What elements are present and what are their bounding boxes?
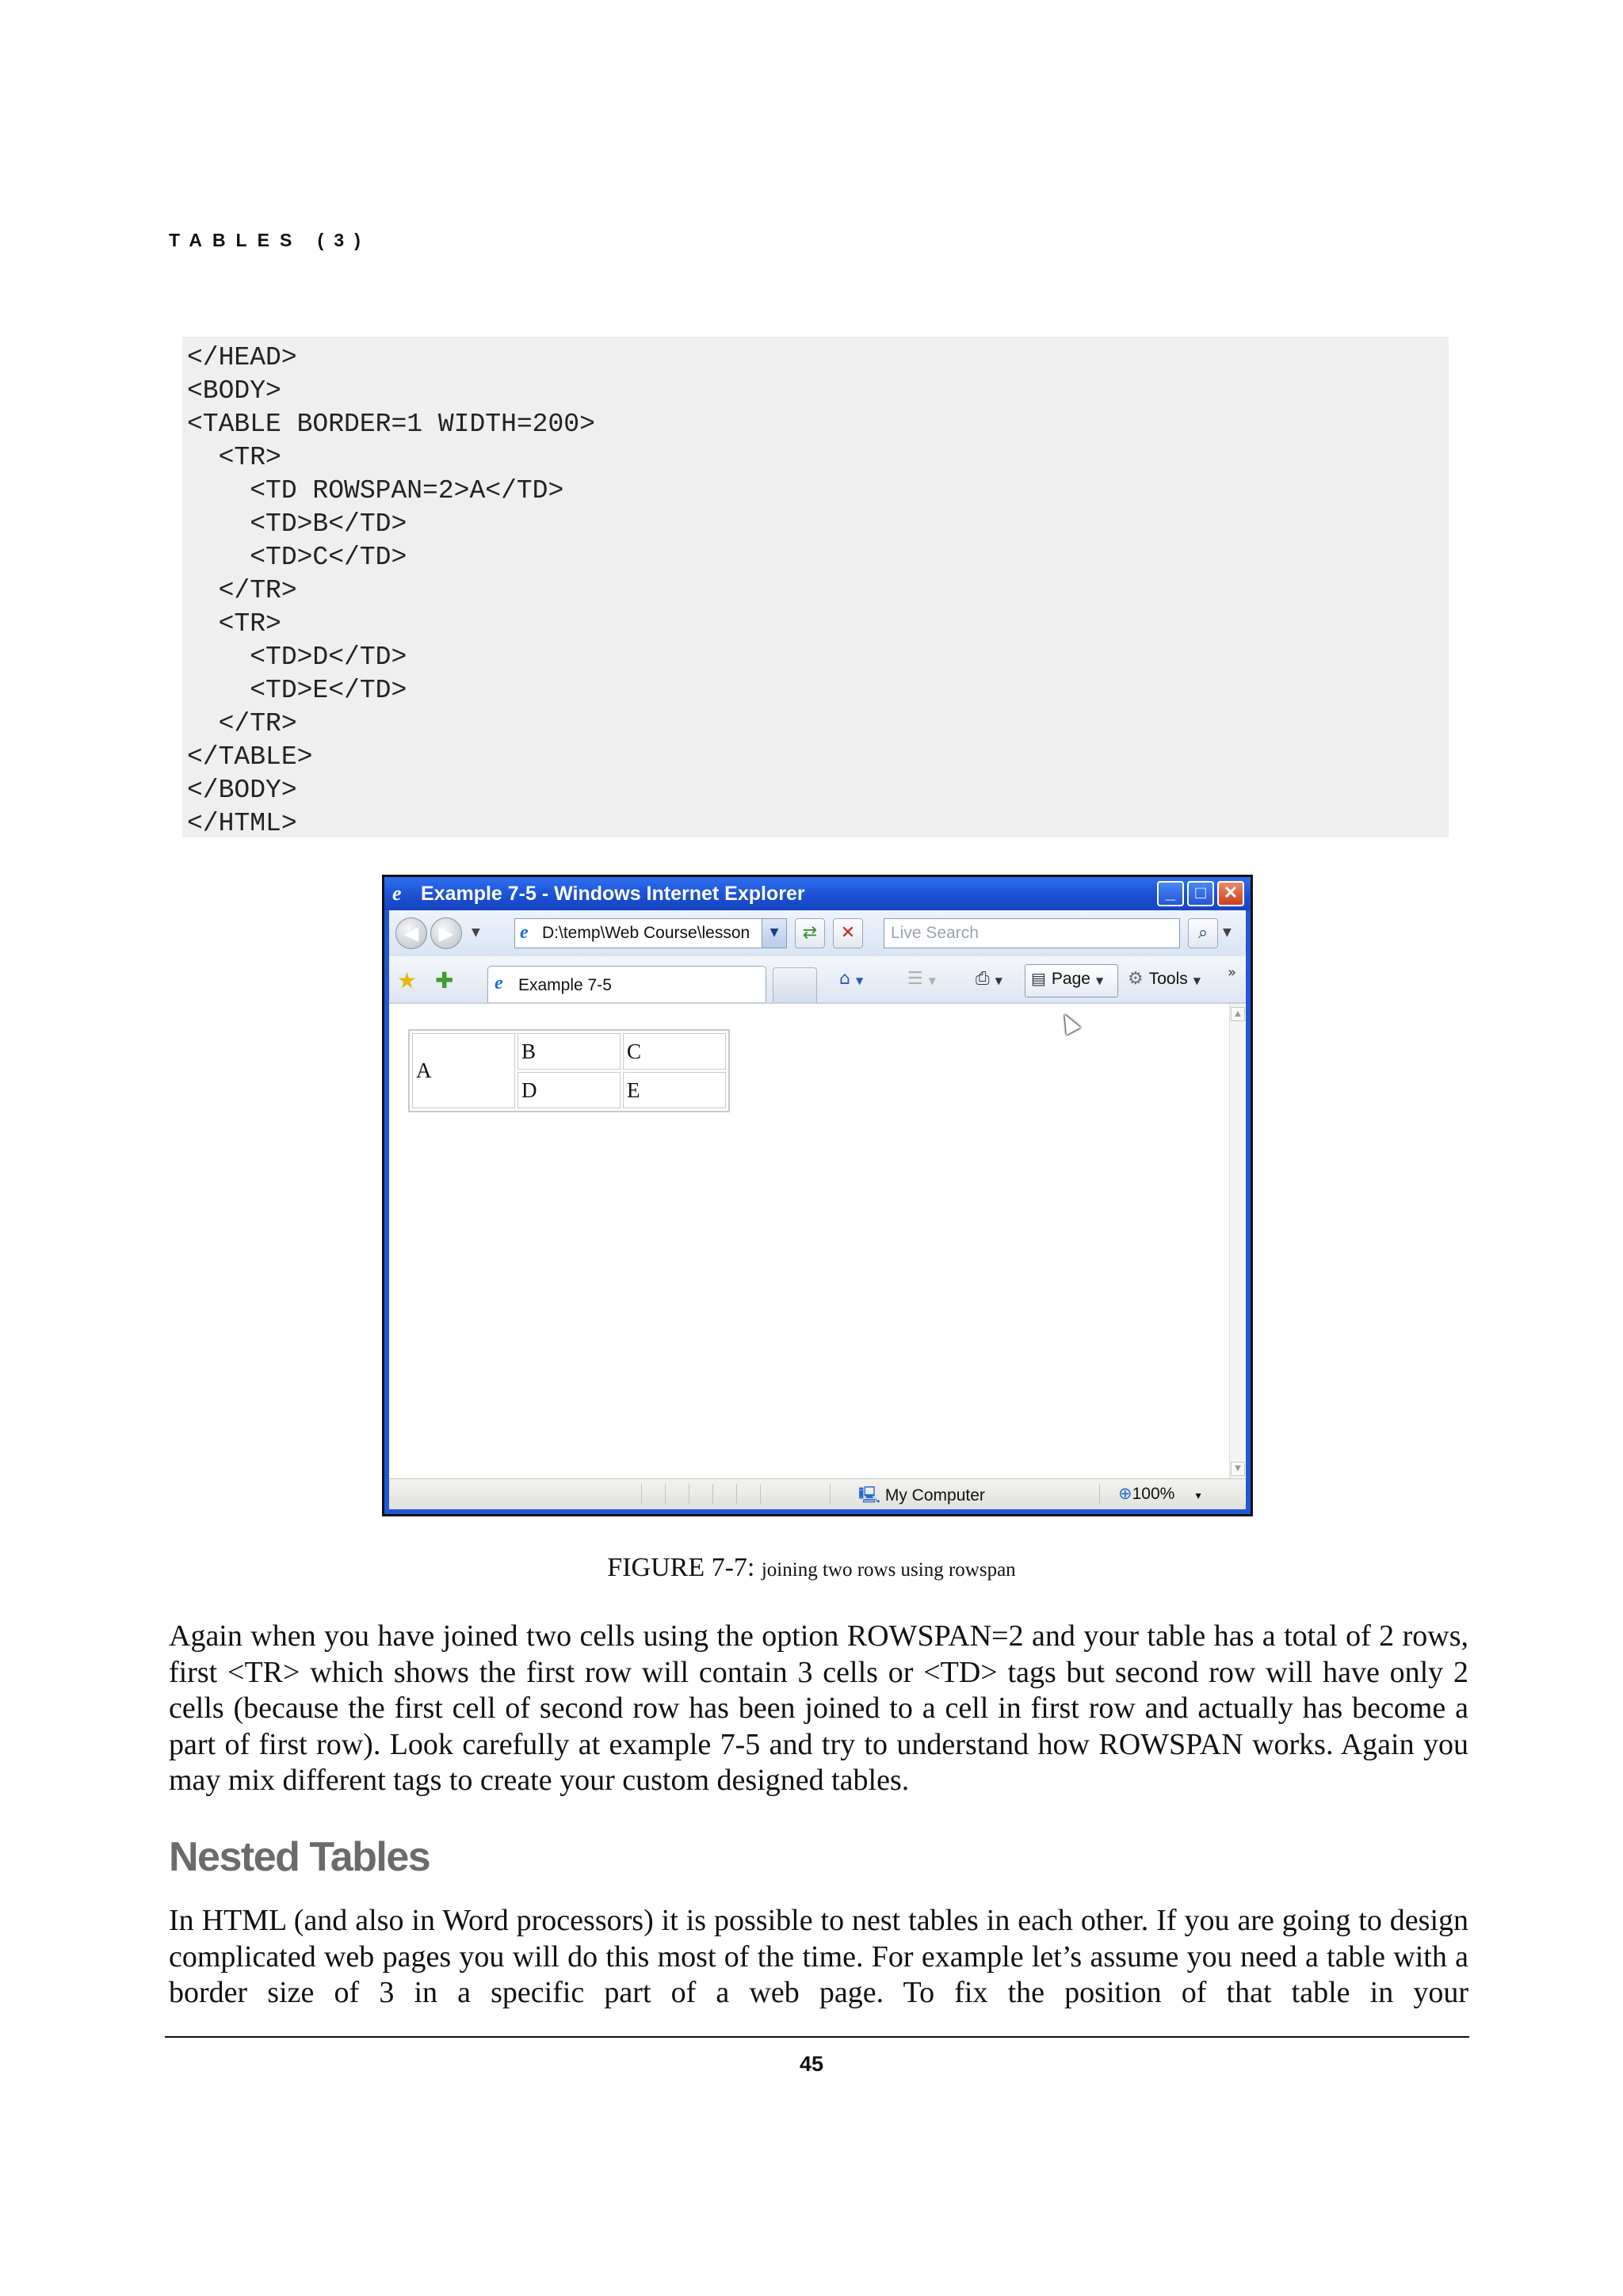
status-divider [1099, 1484, 1100, 1505]
tab-example-7-5[interactable] [487, 966, 766, 1002]
code-line: </TR> [187, 709, 297, 738]
browser-chrome [389, 910, 1246, 1509]
feeds-icon[interactable]: ☰ ▼ [907, 969, 936, 989]
page-menu-label: Page [1051, 970, 1090, 988]
page-content [389, 1004, 1230, 1479]
figure-caption [0, 1553, 1623, 1583]
browser-screenshot [382, 875, 1253, 1516]
status-divider [641, 1484, 642, 1505]
scroll-down-icon[interactable]: ▼ [1231, 1462, 1245, 1476]
search-placeholder: Live Search [891, 924, 979, 942]
search-input[interactable] [884, 918, 1180, 948]
forward-icon[interactable]: ▶ [430, 917, 462, 949]
scroll-up-icon[interactable]: ▲ [1231, 1007, 1245, 1021]
rowspan-demo-table [408, 1029, 730, 1112]
cell-e: E [623, 1072, 726, 1108]
search-icon[interactable]: ⌕ [1188, 918, 1218, 948]
code-line: <BODY> [187, 376, 281, 406]
home-icon[interactable]: ⌂ ▼ [839, 969, 864, 989]
add-favorites-icon[interactable]: ✚ [435, 967, 454, 994]
search-options-icon[interactable]: ▼ [1223, 926, 1232, 939]
code-line: <TR> [187, 609, 281, 639]
address-bar[interactable] [514, 918, 787, 948]
code-line: </BODY> [187, 776, 297, 805]
page-menu[interactable]: ▤ Page ▼ [1031, 969, 1104, 988]
running-head: TABLES (3) [169, 230, 371, 250]
body-paragraph: In HTML (and also in Word processors) it is possible to nest tables in each other. If you are going to design complicated web pages you will do this most of the time. For example let’s assume you need a table with a border size of 3 in a specific part of a web page. To fix the position of that table in your [169, 1904, 1468, 2009]
new-tab-button[interactable] [773, 967, 817, 1002]
status-bar [389, 1478, 1246, 1509]
status-divider [665, 1484, 666, 1505]
code-line: <TD>D</TD> [187, 643, 407, 672]
code-block [182, 337, 1449, 837]
code-line: </HTML> [187, 809, 297, 838]
zoom-icon: ⊕ [1118, 1485, 1132, 1503]
tools-menu-label: Tools [1148, 970, 1188, 988]
code-line: </TR> [187, 576, 297, 605]
computer-icon: 🖳 [858, 1486, 881, 1505]
zoom-level: 100% [1132, 1485, 1175, 1503]
page-icon: e [520, 922, 529, 943]
ie-logo-icon: e [392, 882, 402, 905]
zoom-control[interactable]: ⊕100% ▼ [1118, 1485, 1204, 1503]
code-line: <TR> [187, 443, 281, 472]
address-text: D:\temp\Web Course\lesson [542, 924, 750, 942]
tab-label: Example 7-5 [518, 976, 612, 994]
zone-label: My Computer [884, 1486, 985, 1505]
code-line: <TD>C</TD> [187, 543, 407, 572]
title-bar [384, 877, 1251, 910]
code-line: <TABLE BORDER=1 WIDTH=200> [187, 410, 595, 439]
cell-b: B [517, 1033, 621, 1070]
address-dropdown-icon[interactable]: ▼ [762, 919, 786, 948]
close-button[interactable]: ✕ [1217, 881, 1244, 906]
security-zone [858, 1484, 985, 1512]
favorites-star-icon[interactable]: ★ [397, 967, 418, 994]
maximize-button[interactable]: □ [1187, 881, 1214, 906]
tools-menu[interactable]: ⚙ Tools ▼ [1128, 969, 1201, 989]
figure-caption-text: joining two rows using rowspan [761, 1559, 1016, 1581]
navigation-bar [389, 910, 1246, 956]
ie-logo-icon: e [495, 973, 503, 994]
code-line: </HEAD> [187, 343, 297, 372]
window-title: Example 7-5 - Windows Internet Explorer [421, 883, 805, 905]
code-line: <TD>E</TD> [187, 676, 407, 705]
code-line: </TABLE> [187, 742, 313, 772]
vertical-scrollbar[interactable] [1229, 1004, 1246, 1479]
status-divider [736, 1484, 737, 1505]
tab-bar [389, 956, 1246, 1004]
stop-icon[interactable]: ✕ [833, 918, 863, 948]
page-icon: ▤ [1031, 969, 1046, 988]
cell-c: C [623, 1033, 726, 1070]
cell-d: D [517, 1072, 621, 1108]
section-heading: Nested Tables [169, 1834, 430, 1880]
back-icon[interactable]: ◀ [395, 917, 427, 949]
chevron-right-icon[interactable]: » [1228, 964, 1237, 981]
status-divider [830, 1484, 831, 1505]
footer-rule [165, 2036, 1469, 2038]
history-dropdown-icon[interactable]: ▼ [472, 926, 480, 939]
code-line: <TD>B</TD> [187, 509, 407, 539]
body-paragraph: Again when you have joined two cells using the option ROWSPAN=2 and your table has a total of 2 rows, first <TR> which shows the first row will contain 3 cells or <TD> tags but second row will have only 2 cells (because the first cell of second row has been joined to a cell in first row and actually has become a part of first row). Look carefully at example 7-5 and try to understand how ROWSPAN works. Again you may mix different tags to create your custom designed tables. [169, 1619, 1468, 1797]
page-number: 45 [799, 2052, 824, 2076]
cell-a: A [412, 1033, 515, 1108]
minimize-button[interactable]: _ [1157, 881, 1184, 906]
status-divider [760, 1484, 761, 1505]
figure-label: FIGURE 7-7: [607, 1553, 755, 1582]
status-divider [712, 1484, 713, 1505]
code-line: <TD ROWSPAN=2>A</TD> [187, 476, 564, 505]
tools-gear-icon: ⚙ [1128, 969, 1144, 989]
print-icon[interactable]: ⎙ ▼ [976, 969, 1002, 989]
refresh-icon[interactable]: ⇄ [795, 918, 825, 948]
